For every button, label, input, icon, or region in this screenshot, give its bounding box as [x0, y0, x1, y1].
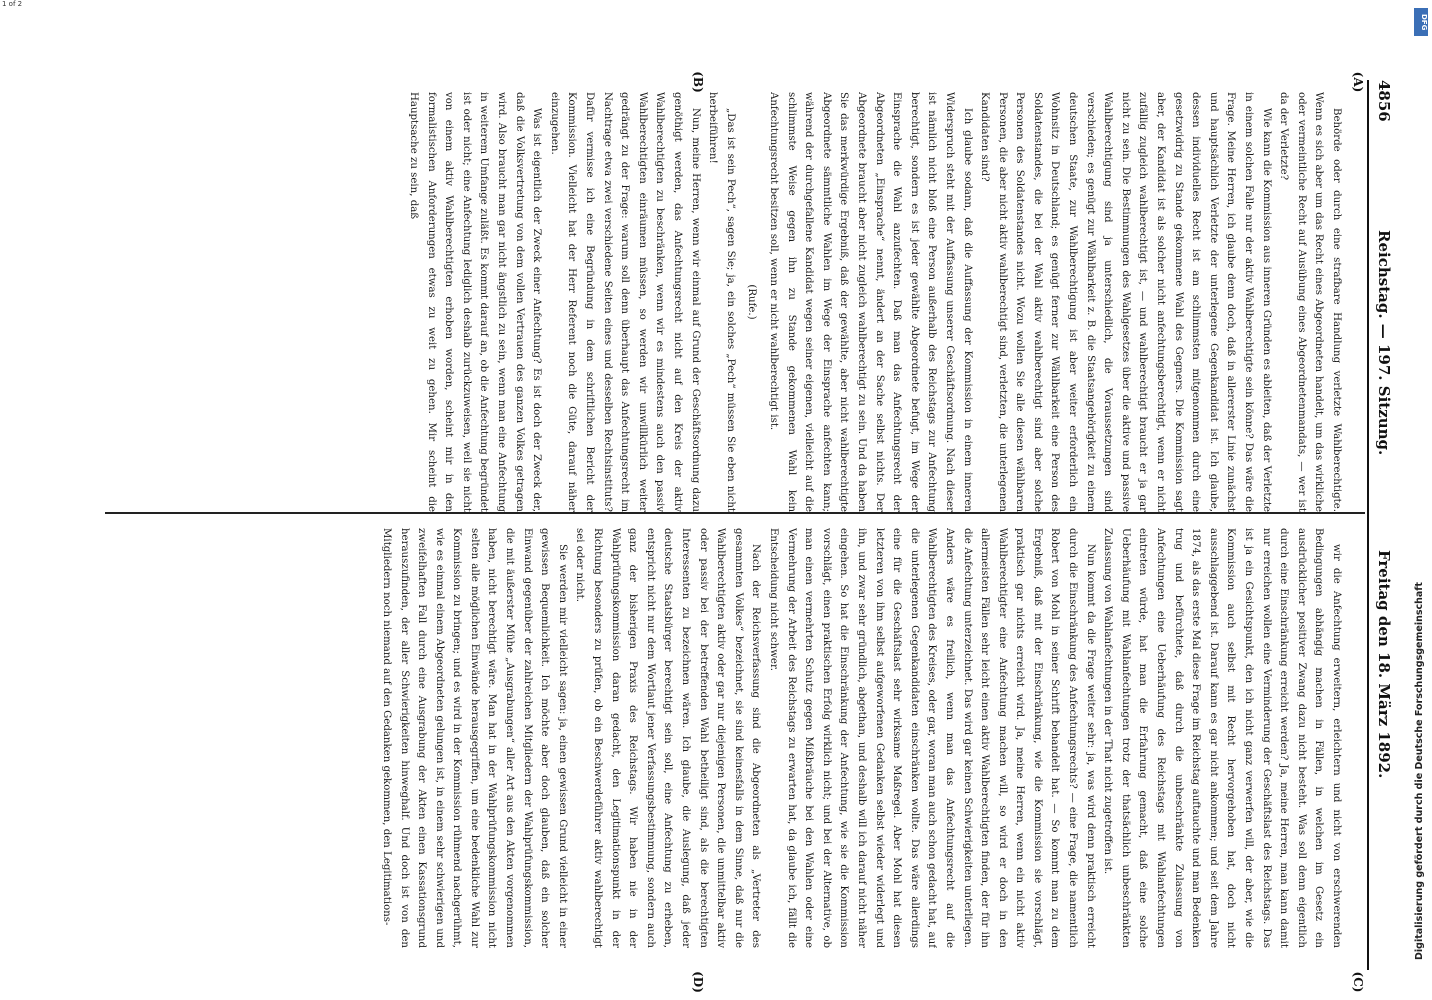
right-text-column [120, 528, 1345, 948]
credit-text: Digitalisierung gefördert durch die Deutsche Forschungsgemeinschaft [1414, 582, 1425, 960]
paragraph: Ich glaube sodann, daß die Auffassung der Kommission in einem inneren Widerspruch steht mit der Auffassung unserer Geschäftsordnung. Nach dieser ist nämlich nicht bloß eine Person außerhalb des Reichstags zur Anfechtung berechtigt, sondern es ist jeder gewählte Abgeordnete befugt, im Wege der Einsprache die Wahl anzufechten. Daß man das Anfechtungsrecht der Abgeordneten „Einsprache“ nennt, ändert an der Sache selbst nichts. Der Abgeordnete braucht aber nicht zugleich wahlberechtigt zu sein. Und da haben Sie das merkwürdige Ergebniß, daß der gewählte, aber nicht wahlberechtigte Abgeordnete sämmtliche Wahlen im Wege der Einsprache anfechten kann; während der durchgefallene Kandidat wegen seiner eigenen, vielleicht auf die schlimmste Weise gegen ihn zu Stande gekommenen Wahl kein Anfechtungsrecht besitzen soll, wenn er nicht wahlberechtigt ist. [768, 92, 973, 512]
margin-marker-d: (D) [691, 971, 705, 993]
margin-marker-c: (C) [1351, 971, 1365, 993]
paragraph: „Das ist sein Pech“, sagen Sie; ja, ein solches „Pech“ müssen Sie eben nicht herbeiführen! [707, 92, 736, 512]
left-text-column [120, 92, 1345, 512]
margin-marker-b: (B) [691, 71, 705, 93]
paragraph: Was ist eigentlich der Zweck einer Anfechtung? Es ist doch der Zweck der, daß die Volksvertretung von dem vollen Vertrauen des ganzen Volkes getragen wird. Also braucht man gar nicht ängstlich zu sein, wenn man eine Anfechtung in weiterem Umfange zuläßt. Es kommt darauf an, ob die Anfechtung begründet ist oder nicht; eine Anfechtung lediglich deshalb zurückzuweisen, weil sie nicht von einem aktiv Wahlberechtigten erhoben worden, scheint mir in den formalistischen Anforderungen etwas zu weit zu gehen. Mir scheint die Hauptsache zu sein, daß [408, 92, 543, 512]
paragraph: Nun kommt da die Frage weiter sehr: ja, was wird denn praktisch erreicht durch die Einschränkung des Anfechtungsrechts? — eine Frage, die namentlich Robert von Mohl in seiner Schrift behandelt hat. — So kommt man zu dem Ergebniß, daß mit der Einschränkung, wie die Kommission sie vorschlägt, praktisch gar nichts erreicht wird. Ja, meine Herren, wenn ein nicht aktiv Wahlberechtigter eine Anfechtung machen will, so wird er doch in den allermeisten Fällen sehr leicht einen aktiv Wahlberechtigten finden, der für ihn die Anfechtung unterzeichnet. Das wird gar keinen Schwierigkeiten unterliegen. Anders wäre es freilich, wenn man das Anfechtungsrecht auf die Wahlberechtigten des Kreises, oder gar, woran man auch schon gedacht hat, auf die unterlegenen Gegenkandidaten einschränken wollte. Das wäre allerdings eine für die Geschäftslast sehr wirksame Maßregel. Aber Mohl hat diesen letzteren von ihm selbst aufgeworfenen Gedanken selbst wieder widerlegt und ihn, und zwar sehr gründlich, abgethan, und deshalb will ich darauf nicht näher eingehen. So hat die Einschränkung der Anfechtung, wie sie die Kommission vorschlägt, einen praktischen Erfolg wirklich nicht; und bei der Alternative, ob man einen vermehrten Schutz gegen Mißbräuche bei den Wahlen oder eine Vermehrung der Arbeit des Reichstags zu erwarten hat, da glaube ich, fällt die Entscheidung nicht schwer. [768, 528, 1096, 948]
paragraph: Wie kann die Kommission aus inneren Gründen es ableiten, daß der Verletzte in einem solchen Falle nur der aktiv Wahlberechtigte sein könne? Das wäre die Frage. Meine Herren, ich glaube denn doch, daß in allererster Linie zunächst und hauptsächlich Verletzte der unterlegene Gegenkandidat ist. Ich glaube, dessen individuelles Recht ist am schlimmsten mitgenommen durch eine gesetzwidrig zu Stande gekommene Wahl des Gegners. Die Kommission sagt aber, der Kandidat ist als solcher nicht anfechtungsberechtigt, wenn er nicht zufällig zugleich wahlberechtigt ist, — und wahlberechtigt braucht er ja gar nicht zu sein. Die Bestimmungen des Wahlgesetzes über die aktive und passive Wahlberechtigung sind ja unterschiedlich, die Voraussetzungen sind verschieden; es genügt zur Wählbarkeit z. B. die Staatsangehörigkeit zu einem deutschen Staate, zur Wahlberechtigung ist aber weiter erforderlich ein Wohnsitz in Deutschland; es genügt ferner zur Wählbarkeit eine Person des Soldatenstandes, die bei der Wahl aktiv wahlberechtigt sind aber solche Personen des Soldatenstandes nicht. Wozu wollen Sie alle diesen wählbaren Personen, die aber nicht aktiv wahlberechtigt sind, verletzten, die unterlegenen Kandidaten sind? [979, 92, 1272, 512]
paragraph: wir die Anfechtung erweitern, erleichtern und nicht von erschwerenden Bedingungen abhängig machen in Fällen, in welchen im Gesetz ein ausdrücklicher positiver Zwang dazu nicht besteht. Was soll denn eigentlich durch eine Einschränkung erreicht werden? Ja, meine Herren, man kann damit nur erreichen wollen eine Verminderung der Geschäftslast des Reichstags. Das ist ja ein Gesichtspunkt, den ich nicht ganz verwerfen will, der aber, wie die Kommission auch selbst mit Recht hervorgehoben hat, doch nicht ausschlaggebend ist. Darauf kann es gar nicht ankommen; und seit dem Jahre 1874, als das erste Mal diese Frage im Reichstag auftauchte und man Bedenken trug und befürchtete, daß durch die unbeschränkte Zulassung von Anfechtungen eine Ueberhäufung des Reichstags mit Wahlanfechtungen eintreten würde, hat man die Erfahrung gemacht, daß eine solche Ueberhäufung mit Wahlanfechtungen trotz der thatsächlich unbeschränkten Zulassung von Wahlanfechtungen in der That nicht zugetroffen ist. [1102, 528, 1342, 948]
interjection: (Rufe.) [746, 284, 758, 320]
column-divider [105, 512, 1365, 514]
header-rule [1367, 80, 1369, 970]
page-number: 4856 [1375, 80, 1393, 122]
header-date: Freitag den 18. März 1892. [1375, 550, 1393, 779]
corner-mark: 1 of 2 [2, 0, 23, 8]
header-session: Reichstag. — 197. Sitzung. [1375, 230, 1393, 456]
page-header [1367, 80, 1397, 970]
paragraph: Behörde oder durch eine strafbare Handlung verletzte Wahlberechtigte. Wenn es sich aber um das Recht eines Abgeordneten handelt, um das wirkliche oder vermeintliche Recht auf Ausübung eines Abgeordnetenmandats, — wer ist da der Verletzte? [1278, 92, 1342, 512]
digitization-credit [1412, 10, 1428, 990]
paragraph: Sie werden mir vielleicht sagen: ja, einen gewissen Grund vielleicht in einer gewissen Bequemlichkeit. Ich möchte aber doch glauben, daß ein solcher Einwand gegenüber der zahlreichen Mitgliedern der Wahlprüfungskommission, die mit äußerster Mühe „Ausgrabungen“ aller Art aus den Akten vorgenommen haben, nicht berechtigt wäre. Man hat in der Wahlprüfungskommission nicht selten alle möglichen Einwände herausgegriffen, um eine bedenkliche Wahl zur Kommission zu bringen; und es wird in der Kommission rühmend nachgerühmt, wie es einmal einem Abgeordneten gelungen ist, in einem sehr schwierigen und zweifelhaften Fall durch eine Ausgrabung der Akten einen Kassationsgrund herauszufinden, der aller Schwierigkeiten hinweghalf. Und doch ist von den Mitgliedern noch niemand auf den Gedanken gekommen, den Legitimations- [380, 528, 568, 948]
dfg-logo: DFG [1414, 8, 1428, 36]
margin-marker-a: (A) [1351, 71, 1365, 93]
paragraph: Nach der Reichsverfassung sind die Abgeordneten als „Vertreter des gesammten Volkes“ bezeichnet, sie sind keinesfalls in dem Sinne, daß nur die Wahlberechtigten aktiv oder gar nur diejenigen Personen, die unmittelbar aktiv oder passiv bei der betreffenden Wahl betheiligt sind, als die berechtigten Interessenten zu bezeichnen wären. Ich glaube, die Auslegung, daß jeder deutsche Staatsbürger berechtigt sein soll, eine Anfechtung zu erheben, entspricht nicht nur dem Wortlaut jener Verfassungsbestimmung, sondern auch ganz der bisherigen Praxis des Reichstags. Wir haben nie in der Wahlprüfungskommission daran gedacht, den Legitimationspunkt in der Richtung besonders zu prüfen, ob ein Beschwerdeführer aktiv wahlberechtigt sei oder nicht. [574, 528, 762, 948]
paragraph: Nun, meine Herren, wenn wir einmal auf Grund der Geschäftsordnung dazu genöthigt werden, das Anfechtungsrecht nicht auf den Kreis der aktiv Wahlberechtigten zu beschränken, wenn wir es mindestens auch den passiv Wahlberechtigten einräumen müssen, so werden wir unwillkürlich weiter gedrängt zu der Frage: warum soll denn überhaupt das Anfechtungsrecht im Nachtrage etwa zwei verschiedene Seiten eines und desselben Rechtsinstituts? Dafür vermisse ich eine Begründung in dem schriftlichen Bericht der Kommission. Vielleicht hat der Herr Referent noch die Güte, darauf näher einzugehen. [548, 92, 701, 512]
